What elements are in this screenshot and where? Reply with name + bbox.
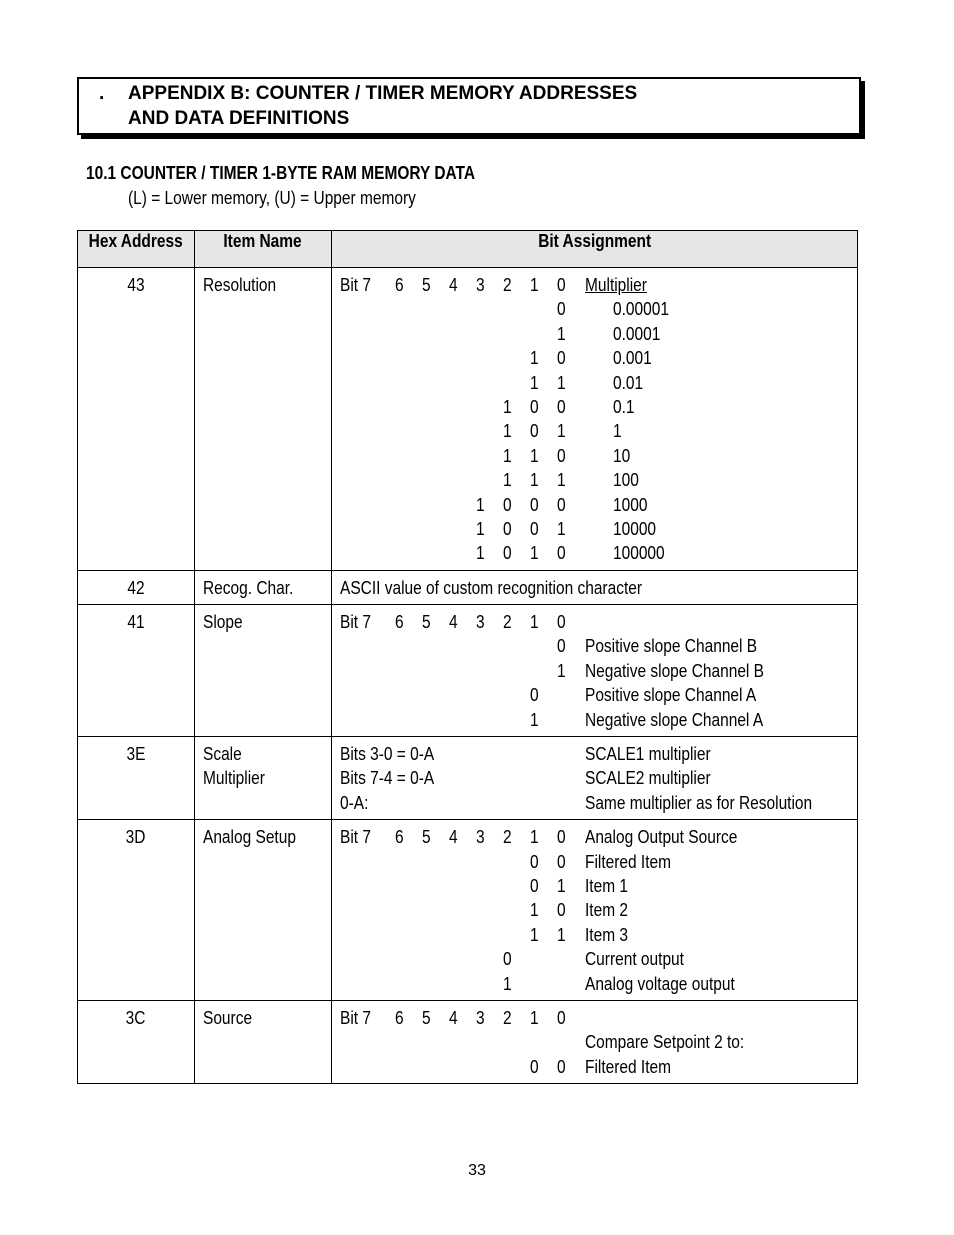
- bit-value: 0: [530, 1056, 539, 1077]
- bit-value: Bit 7: [340, 827, 371, 848]
- hex-address: 41: [127, 612, 145, 633]
- item-name-cell: [195, 820, 332, 1001]
- bit-value: 1: [530, 543, 539, 564]
- hex-address-cell: [78, 570, 195, 604]
- bit-value: 2: [503, 275, 512, 295]
- bit-description: Same multiplier as for Resolution: [585, 792, 813, 813]
- bit-value: 0: [557, 612, 566, 633]
- bit-value: 2: [503, 1007, 512, 1028]
- bit-value: 3: [476, 827, 485, 848]
- bit-value: 4: [449, 1007, 458, 1028]
- bit-line: [332, 493, 857, 517]
- bit-value: 0: [530, 851, 539, 872]
- banner-title-line1: APPENDIX B: COUNTER / TIMER MEMORY ADDRESSES: [128, 83, 638, 104]
- bit-value: 6: [395, 612, 404, 633]
- appendix-banner: [77, 77, 861, 135]
- bit-line: [332, 297, 857, 321]
- bit-value: 1: [530, 900, 539, 921]
- bit-assignment-cell: [332, 737, 858, 820]
- bit-value: 1: [557, 323, 566, 344]
- bit-value: 5: [422, 612, 431, 633]
- bit-line: [332, 1055, 857, 1079]
- bit-value: 0: [557, 275, 566, 295]
- bit-range: Bits 3-0 = 0-A: [340, 744, 435, 765]
- table-header-row: [78, 231, 858, 268]
- bit-value: 0: [530, 875, 539, 896]
- item-name: Resolution: [203, 275, 277, 295]
- section-subtitle: (L) = Lower memory, (U) = Upper memory: [128, 188, 416, 208]
- memory-table: [77, 230, 858, 1084]
- bit-description: Item 3: [585, 924, 629, 945]
- bit-value: 4: [449, 275, 458, 295]
- bit-description: 1000: [613, 494, 648, 515]
- table-row: [78, 268, 858, 571]
- bit-value: 0: [557, 636, 566, 657]
- bit-line: [332, 576, 857, 600]
- bit-line: [332, 541, 857, 565]
- hex-address-cell: [78, 1000, 195, 1083]
- bit-value: 5: [422, 275, 431, 295]
- item-name-cell: [195, 737, 332, 820]
- bit-value: 0: [530, 518, 539, 539]
- bit-line: [332, 273, 857, 297]
- bit-description: Analog voltage output: [585, 973, 735, 994]
- bit-range: 0-A:: [340, 792, 369, 813]
- bit-line: [332, 517, 857, 541]
- bit-value: 1: [530, 348, 539, 369]
- bit-line: [332, 634, 857, 658]
- bit-description: Analog Output Source: [585, 827, 738, 848]
- bit-value: 0: [557, 396, 566, 417]
- hex-address: 43: [127, 275, 145, 295]
- bit-value: 3: [476, 1007, 485, 1028]
- bit-description: Multiplier: [585, 275, 647, 295]
- bit-line: [332, 468, 857, 492]
- bit-value: 3: [476, 612, 485, 633]
- bit-assignment-cell: [332, 570, 858, 604]
- bit-value: 1: [530, 445, 539, 466]
- item-name: Multiplier: [203, 768, 265, 789]
- bit-value: 1: [557, 372, 566, 393]
- bit-value: 0: [557, 348, 566, 369]
- bit-description: Filtered Item: [585, 1056, 672, 1077]
- bit-line: [332, 947, 857, 971]
- bit-value: Bit 7: [340, 275, 371, 295]
- bit-value: 0: [503, 494, 512, 515]
- bit-value: 4: [449, 612, 458, 633]
- bit-value: 1: [530, 1007, 539, 1028]
- hex-address: 42: [127, 577, 145, 598]
- bit-value: 1: [557, 660, 566, 681]
- bit-value: 0: [557, 1056, 566, 1077]
- bit-description: 10: [613, 445, 631, 466]
- bit-description: 0.001: [613, 348, 652, 369]
- bit-value: 0: [557, 543, 566, 564]
- bit-value: 0: [503, 543, 512, 564]
- bit-line: [332, 683, 857, 707]
- table-row: [78, 737, 858, 820]
- bit-line: [332, 742, 857, 766]
- item-name-cell: [195, 268, 332, 571]
- bit-line: [332, 322, 857, 346]
- bit-value: 1: [530, 372, 539, 393]
- bit-line: [332, 791, 857, 815]
- bit-description: 100: [613, 470, 639, 491]
- item-name: Slope: [203, 612, 243, 633]
- bit-line: [332, 1030, 857, 1054]
- bit-description: SCALE1 multiplier: [585, 744, 711, 765]
- bit-value: 1: [503, 973, 512, 994]
- banner-title-line2: AND DATA DEFINITIONS: [128, 108, 350, 129]
- bit-line: [332, 346, 857, 370]
- bit-value: 1: [557, 875, 566, 896]
- bit-description: 10000: [613, 518, 657, 539]
- bit-assignment-cell: [332, 605, 858, 737]
- bit-line: [332, 610, 857, 634]
- bit-description: 1: [613, 421, 622, 442]
- bit-value: 5: [422, 1007, 431, 1028]
- bit-value: 1: [530, 275, 539, 295]
- bit-description: Negative slope Channel A: [585, 709, 764, 730]
- bit-value: 0: [557, 900, 566, 921]
- bit-line: [332, 659, 857, 683]
- bit-description: Compare Setpoint 2 to:: [585, 1032, 745, 1053]
- bit-value: Bit 7: [340, 1007, 371, 1028]
- table-row: [78, 605, 858, 737]
- bit-value: 0: [530, 494, 539, 515]
- bit-line: [332, 898, 857, 922]
- item-name: Recog. Char.: [203, 577, 294, 598]
- bit-description: Positive slope Channel B: [585, 636, 758, 657]
- item-name: Scale: [203, 744, 242, 765]
- bit-value: 0: [557, 445, 566, 466]
- bit-text: ASCII value of custom recognition character: [340, 577, 643, 598]
- item-name-cell: [195, 1000, 332, 1083]
- bit-value: 2: [503, 827, 512, 848]
- item-name: Analog Setup: [203, 827, 296, 848]
- bit-assignment-cell: [332, 1000, 858, 1083]
- bit-value: 6: [395, 1007, 404, 1028]
- bit-value: 1: [530, 827, 539, 848]
- hex-address-cell: [78, 268, 195, 571]
- hex-address-cell: [78, 737, 195, 820]
- bit-range: Bits 7-4 = 0-A: [340, 768, 435, 789]
- table-row: [78, 570, 858, 604]
- bit-line: [332, 444, 857, 468]
- bit-value: 0: [557, 299, 566, 320]
- bit-line: [332, 395, 857, 419]
- bit-value: 1: [557, 518, 566, 539]
- bit-value: 3: [476, 275, 485, 295]
- bit-line: [332, 874, 857, 898]
- item-name-cell: [195, 570, 332, 604]
- section-title: 10.1 COUNTER / TIMER 1-BYTE RAM MEMORY DATA: [86, 163, 476, 183]
- bit-value: 0: [557, 494, 566, 515]
- bit-value: 1: [557, 924, 566, 945]
- bit-description: Item 1: [585, 875, 629, 896]
- bit-value: 1: [557, 421, 566, 442]
- hex-address: 3E: [126, 744, 146, 765]
- bit-description: 100000: [613, 543, 665, 564]
- bit-value: 1: [503, 445, 512, 466]
- table-row: [78, 1000, 858, 1083]
- hex-address: 3D: [126, 827, 146, 848]
- bit-value: 1: [530, 709, 539, 730]
- header-bit-assignment: Bit Assignment: [332, 231, 858, 268]
- bit-value: 0: [557, 1007, 566, 1028]
- bit-value: 5: [422, 827, 431, 848]
- item-name: Source: [203, 1007, 253, 1028]
- bit-value: 1: [476, 543, 485, 564]
- bit-description: Item 2: [585, 900, 629, 921]
- bit-value: 0: [530, 685, 539, 706]
- bit-value: 1: [530, 470, 539, 491]
- bit-value: 6: [395, 827, 404, 848]
- bit-assignment-cell: [332, 820, 858, 1001]
- bit-value: 1: [503, 421, 512, 442]
- bit-value: 1: [476, 494, 485, 515]
- bit-value: 0: [503, 518, 512, 539]
- hex-address-cell: [78, 820, 195, 1001]
- item-name-cell: [195, 605, 332, 737]
- bit-value: 1: [503, 470, 512, 491]
- bit-line: [332, 923, 857, 947]
- bit-value: 1: [503, 396, 512, 417]
- bit-line: [332, 419, 857, 443]
- bit-value: 6: [395, 275, 404, 295]
- bit-line: [332, 850, 857, 874]
- bit-description: 0.0001: [613, 323, 661, 344]
- table-row: [78, 820, 858, 1001]
- bit-value: 4: [449, 827, 458, 848]
- bit-value: 1: [557, 470, 566, 491]
- bit-description: Current output: [585, 949, 684, 970]
- bit-description: SCALE2 multiplier: [585, 768, 711, 789]
- bit-value: 0: [503, 949, 512, 970]
- bit-description: Filtered Item: [585, 851, 672, 872]
- bit-value: 0: [557, 827, 566, 848]
- bit-description: 0.1: [613, 396, 635, 417]
- bit-description: Negative slope Channel B: [585, 660, 765, 681]
- bit-value: 0: [530, 396, 539, 417]
- bit-value: 1: [530, 612, 539, 633]
- bit-value: 1: [530, 924, 539, 945]
- bit-value: Bit 7: [340, 612, 371, 633]
- bit-line: [332, 371, 857, 395]
- header-item-name: Item Name: [195, 231, 332, 268]
- bit-line: [332, 825, 857, 849]
- hex-address: 3C: [126, 1007, 146, 1028]
- bit-value: 0: [530, 421, 539, 442]
- bit-description: Positive slope Channel A: [585, 685, 757, 706]
- bit-description: 0.01: [613, 372, 644, 393]
- bit-assignment-cell: [332, 268, 858, 571]
- hex-address-cell: [78, 605, 195, 737]
- bit-line: [332, 766, 857, 790]
- bit-value: 2: [503, 612, 512, 633]
- banner-bullet: .: [99, 83, 105, 104]
- header-hex-address: Hex Address: [78, 231, 195, 268]
- bit-value: 1: [476, 518, 485, 539]
- bit-description: 0.00001: [613, 299, 669, 320]
- bit-line: [332, 708, 857, 732]
- bit-line: [332, 1006, 857, 1030]
- bit-value: 0: [557, 851, 566, 872]
- bit-line: [332, 972, 857, 996]
- page-number: 33: [468, 1162, 486, 1179]
